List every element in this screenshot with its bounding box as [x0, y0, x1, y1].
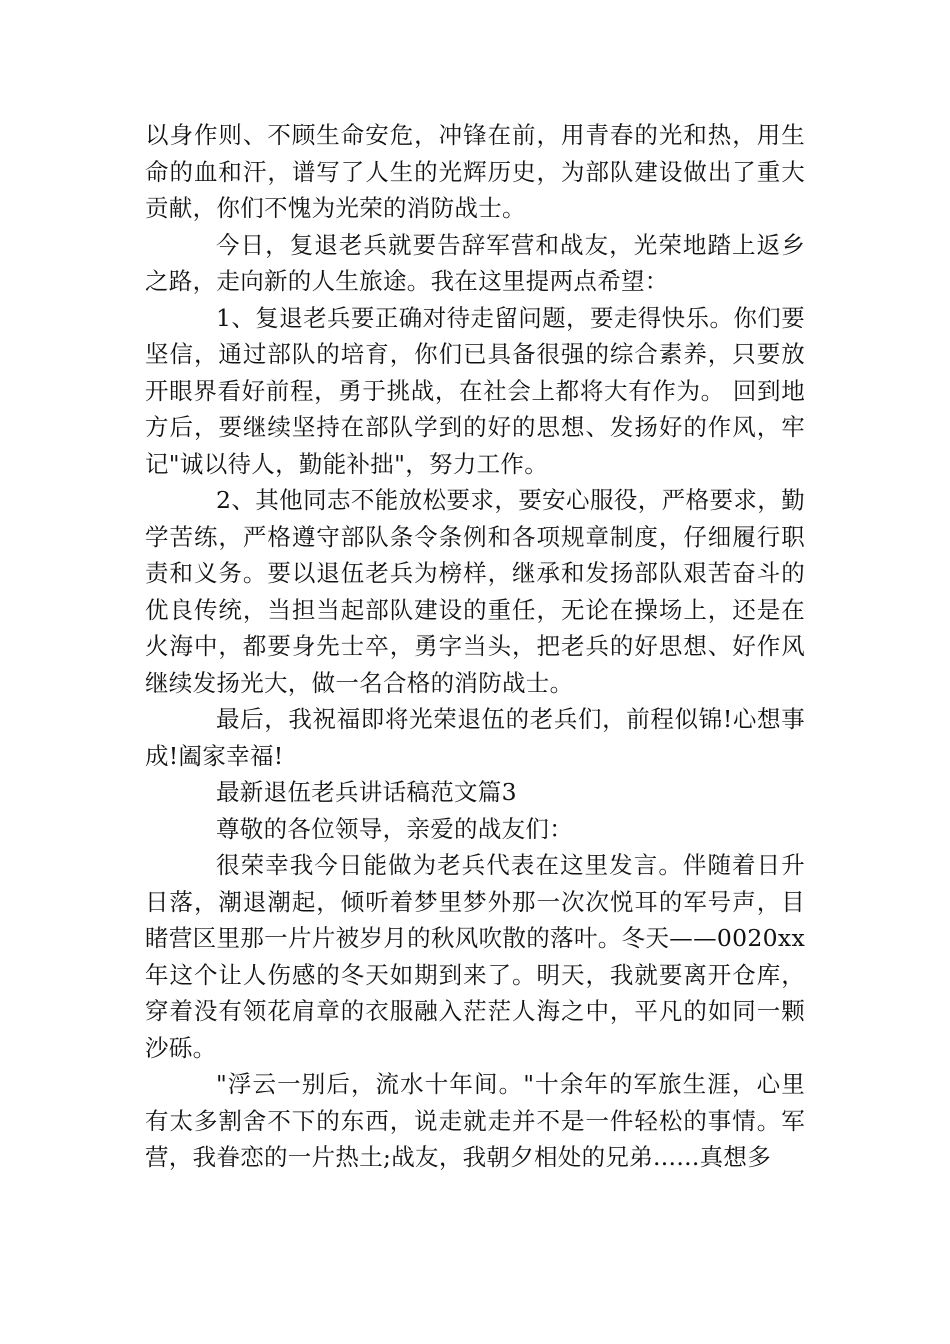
paragraph-3: 1、复退老兵要正确对待走留问题，要走得快乐。你们要坚信，通过部队的培育，你们已具备很强的综合素养，只要放开眼界看好前程，勇于挑战，在社会上都将大有作为。 回到地方后，要继续坚持在部队学到的好的思想、发扬好的作风，牢记"诚以待人，勤能补拙"，努力工作。	[145, 303, 805, 478]
paragraph-8: 很荣幸我今日能做为老兵代表在这里发言。伴随着日升日落，潮退潮起，倾听着梦里梦外那一次次悦耳的军号声，目睹营区里那一片片被岁月的秋风吹散的落叶。冬天——0020xx年这个让人伤感的冬天如期到来了。明天，我就要离开仓库，穿着没有领花肩章的衣服融入茫茫人海之中，平凡的如同一颗沙砾。	[145, 851, 805, 1062]
paragraph-9: "浮云一别后，流水十年间。"十余年的军旅生涯，心里有太多割舍不下的东西，说走就走并不是一件轻松的事情。军营，我眷恋的一片热土;战友，我朝夕相处的兄弟......真想多	[145, 1070, 805, 1171]
paragraph-1: 以身作则、不顾生命安危，冲锋在前，用青春的光和热，用生命的血和汗，谱写了人生的光辉历史，为部队建设做出了重大贡献，你们不愧为光荣的消防战士。	[145, 121, 805, 222]
section-heading: 最新退伍老兵讲话稿范文篇3	[216, 778, 517, 806]
paragraph-5: 最后，我祝福即将光荣退伍的老兵们，前程似锦!心想事成!阖家幸福!	[145, 705, 805, 770]
paragraph-4: 2、其他同志不能放松要求，要安心服役，严格要求，勤学苦练，严格遵守部队条令条例和各项规章制度，仔细履行职责和义务。要以退伍老兵为榜样，继承和发扬部队艰苦奋斗的优良传统，当担当起部队建设的重任，无论在操场上，还是在火海中，都要身先士卒，勇字当头，把老兵的好思想、好作风继续发扬光大，做一名合格的消防战士。	[145, 486, 805, 697]
document-body	[145, 117, 805, 1176]
salutation: 尊敬的各位领导，亲爱的战友们：	[216, 814, 573, 843]
paragraph-2: 今日，复退老兵就要告辞军营和战友，光荣地踏上返乡之路，走向新的人生旅途。我在这里提两点希望：	[145, 230, 805, 295]
